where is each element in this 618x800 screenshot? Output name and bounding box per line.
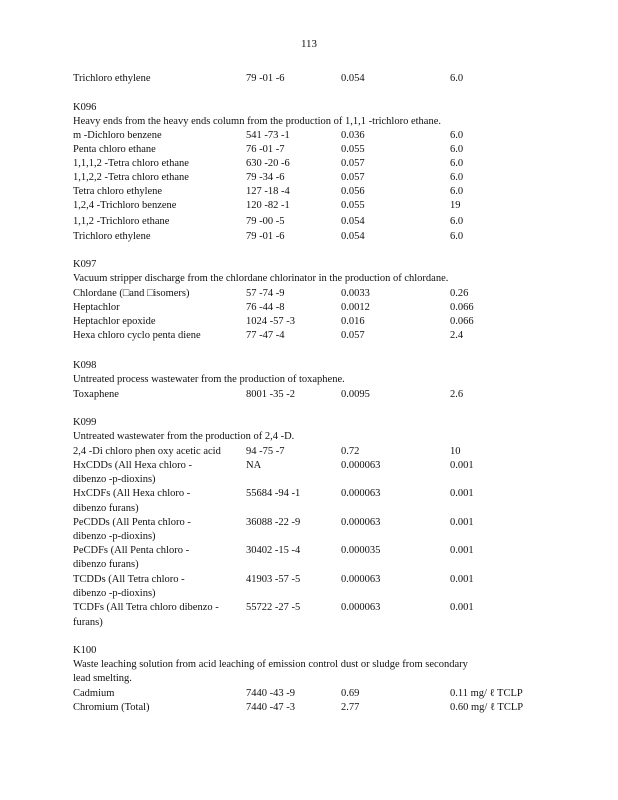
nonwastewater-value: 0.066 <box>450 316 474 327</box>
cas-number: 541 -73 -1 <box>246 130 290 141</box>
nonwastewater-value: 0.26 <box>450 288 469 299</box>
section-code: K098 <box>73 360 97 371</box>
wastewater-value: 0.000063 <box>341 574 381 585</box>
page-number: 113 <box>300 38 318 50</box>
nonwastewater-value: 6.0 <box>450 172 464 183</box>
wastewater-value: 0.72 <box>341 446 360 457</box>
chemical-name: m -Dichloro benzene <box>73 130 162 141</box>
wastewater-value: 0.69 <box>341 688 360 699</box>
wastewater-value: 0.055 <box>341 144 365 155</box>
wastewater-value: 0.000035 <box>341 545 381 556</box>
wastewater-value: 0.0033 <box>341 288 370 299</box>
nonwastewater-value: 0.60 mg/ ℓ TCLP <box>450 702 524 713</box>
wastewater-value: 0.036 <box>341 130 365 141</box>
nonwastewater-value: 2.4 <box>450 330 464 341</box>
cas-number: 79 -01 -6 <box>246 231 285 242</box>
cas-number: 57 -74 -9 <box>246 288 285 299</box>
wastewater-value: 0.054 <box>341 73 365 84</box>
chemical-name: 1,1,2 -Trichloro ethane <box>73 216 170 227</box>
cas-number: 7440 -47 -3 <box>246 702 295 713</box>
wastewater-value: 0.000063 <box>341 602 381 613</box>
cas-number: 7440 -43 -9 <box>246 688 295 699</box>
cas-number: 76 -44 -8 <box>246 302 285 313</box>
cas-number: 76 -01 -7 <box>246 144 285 155</box>
chemical-name: 1,1,2,2 -Tetra chloro ethane <box>73 172 189 183</box>
section-description: lead smelting. <box>73 673 132 684</box>
section-description: Untreated process wastewater from the production of toxaphene. <box>73 374 345 385</box>
chemical-name: dibenzo furans) <box>73 559 139 570</box>
chemical-name: dibenzo furans) <box>73 503 139 514</box>
cas-number: 94 -75 -7 <box>246 446 285 457</box>
nonwastewater-value: 0.11 mg/ ℓ TCLP <box>450 688 523 699</box>
chemical-name: 1,2,4 -Trichloro benzene <box>73 200 177 211</box>
chemical-name: Chlordane (□and □isomers) <box>73 288 190 299</box>
wastewater-value: 0.055 <box>341 200 365 211</box>
nonwastewater-value: 6.0 <box>450 144 464 155</box>
cas-number: 79 -00 -5 <box>246 216 285 227</box>
section-code: K096 <box>73 102 97 113</box>
wastewater-value: 2.77 <box>341 702 360 713</box>
wastewater-value: 0.000063 <box>341 488 381 499</box>
wastewater-value: 0.016 <box>341 316 365 327</box>
nonwastewater-value: 0.001 <box>450 488 474 499</box>
wastewater-value: 0.057 <box>341 172 365 183</box>
cas-number: 55722 -27 -5 <box>246 602 301 613</box>
section-code: K097 <box>73 259 97 270</box>
nonwastewater-value: 0.001 <box>450 545 474 556</box>
wastewater-value: 0.057 <box>341 330 365 341</box>
chemical-name: TCDDs (All Tetra chloro - <box>73 574 185 585</box>
chemical-name: dibenzo -p-dioxins) <box>73 531 156 542</box>
section-description: Untreated wastewater from the production of 2,4 -D. <box>73 431 295 442</box>
section-code: K099 <box>73 417 97 428</box>
cas-number: 77 -47 -4 <box>246 330 285 341</box>
wastewater-value: 0.057 <box>341 158 365 169</box>
wastewater-value: 0.054 <box>341 231 365 242</box>
chemical-name: Heptachlor <box>73 302 120 313</box>
chemical-name: Tetra chloro ethylene <box>73 186 163 197</box>
chemical-name: 1,1,1,2 -Tetra chloro ethane <box>73 158 189 169</box>
nonwastewater-value: 6.0 <box>450 130 464 141</box>
chemical-name: Hexa chloro cyclo penta diene <box>73 330 201 341</box>
nonwastewater-value: 6.0 <box>450 216 464 227</box>
wastewater-value: 0.054 <box>341 216 365 227</box>
cas-number: 79 -01 -6 <box>246 73 285 84</box>
chemical-name: dibenzo -p-dioxins) <box>73 588 156 599</box>
nonwastewater-value: 19 <box>450 200 461 211</box>
section-description: Waste leaching solution from acid leaching of emission control dust or sludge from secondary <box>73 659 468 670</box>
chemical-name: TCDFs (All Tetra chloro dibenzo - <box>73 602 219 613</box>
wastewater-value: 0.0012 <box>341 302 370 313</box>
cas-number: 630 -20 -6 <box>246 158 290 169</box>
section-description: Vacuum stripper discharge from the chlordane chlorinator in the production of chlordane. <box>73 273 449 284</box>
cas-number: 79 -34 -6 <box>246 172 285 183</box>
nonwastewater-value: 6.0 <box>450 158 464 169</box>
nonwastewater-value: 0.066 <box>450 302 474 313</box>
chemical-name: dibenzo -p-dioxins) <box>73 474 156 485</box>
chemical-name: furans) <box>73 617 103 628</box>
chemical-name: Toxaphene <box>73 389 119 400</box>
wastewater-value: 0.0095 <box>341 389 370 400</box>
cas-number: 55684 -94 -1 <box>246 488 301 499</box>
nonwastewater-value: 10 <box>450 446 461 457</box>
nonwastewater-value: 6.0 <box>450 186 464 197</box>
cas-number: 127 -18 -4 <box>246 186 290 197</box>
section-code: K100 <box>73 645 97 656</box>
cas-number: 120 -82 -1 <box>246 200 290 211</box>
chemical-name: Chromium (Total) <box>73 702 150 713</box>
chemical-name: HxCDFs (All Hexa chloro - <box>73 488 191 499</box>
chemical-name: PeCDFs (All Penta chloro - <box>73 545 190 556</box>
chemical-name: Penta chloro ethane <box>73 144 156 155</box>
chemical-name: 2,4 -Di chloro phen oxy acetic acid <box>73 446 221 457</box>
nonwastewater-value: 0.001 <box>450 574 474 585</box>
chemical-name: PeCDDs (All Penta chloro - <box>73 517 191 528</box>
cas-number: NA <box>246 460 262 471</box>
section-description: Heavy ends from the heavy ends column from the production of 1,1,1 -trichloro ethane. <box>73 116 441 127</box>
cas-number: 30402 -15 -4 <box>246 545 301 556</box>
nonwastewater-value: 0.001 <box>450 460 474 471</box>
nonwastewater-value: 0.001 <box>450 602 474 613</box>
cas-number: 36088 -22 -9 <box>246 517 301 528</box>
chemical-name: Heptachlor epoxide <box>73 316 156 327</box>
wastewater-value: 0.000063 <box>341 517 381 528</box>
nonwastewater-value: 2.6 <box>450 389 464 400</box>
nonwastewater-value: 6.0 <box>450 73 464 84</box>
chemical-name: HxCDDs (All Hexa chloro - <box>73 460 192 471</box>
nonwastewater-value: 0.001 <box>450 517 474 528</box>
cas-number: 1024 -57 -3 <box>246 316 295 327</box>
cas-number: 41903 -57 -5 <box>246 574 301 585</box>
chemical-name: Trichloro ethylene <box>73 73 151 84</box>
wastewater-value: 0.000063 <box>341 460 381 471</box>
chemical-name: Trichloro ethylene <box>73 231 151 242</box>
cas-number: 8001 -35 -2 <box>246 389 295 400</box>
nonwastewater-value: 6.0 <box>450 231 464 242</box>
chemical-name: Cadmium <box>73 688 115 699</box>
wastewater-value: 0.056 <box>341 186 365 197</box>
